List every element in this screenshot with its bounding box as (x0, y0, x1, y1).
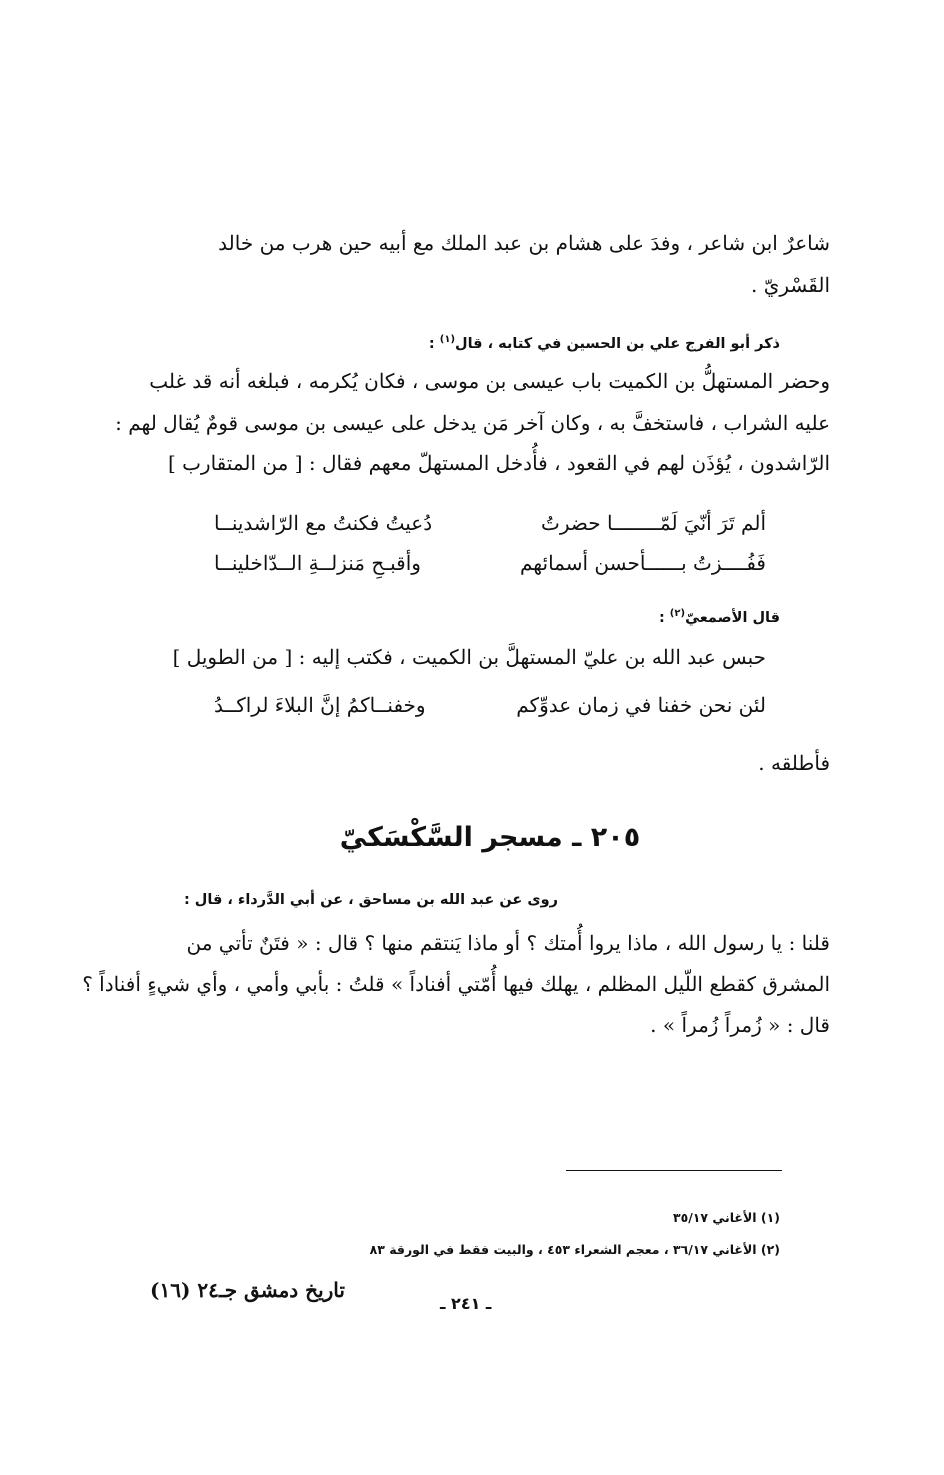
source-note-2 (659, 603, 780, 629)
verse3-left: وخفنــاكمُ إنَّ البلاءَ لراكــدُ (214, 693, 426, 717)
footnote-2: (٢) الأغاني ٣٦/١٧ ، معجم الشعراء ٤٥٣ ، والبيت فقط في الورقة ٨٣ (369, 1242, 780, 1257)
source-note-1 (429, 329, 780, 355)
para3: حبس عبد الله بن عليّ المستهلَّ بن الكميت ، فكتب إليه : [ من الطويل ] (172, 645, 766, 669)
source-note-1-colon: : (428, 335, 440, 352)
para2-line3: الرّاشدون ، يُؤذَن لهم في القعود ، فأُدخل المستهلّ معهم فقال : [ من المتقارب ] (167, 451, 830, 475)
page-number: ـ ٢٤١ ـ (440, 1294, 492, 1313)
para4-line1: قلنا : يا رسول الله ، ماذا يروا أُمتك ؟ أو ماذا يَنتقم منها ؟ قال : « فتَنٌ تأتي من (186, 931, 830, 955)
source-note-2-text: قال الأصمعيّ (685, 609, 780, 626)
para1-line2: القَسْريّ . (750, 273, 830, 297)
footnote-ref-1[interactable]: (١) (439, 334, 456, 345)
verse2-left: وأقبـحِ مَنزلــةِ الــدّاخلينــا (214, 551, 421, 575)
footnote-separator (566, 1170, 782, 1171)
footnote-1: (١) الأغاني ٣٥/١٧ (672, 1210, 780, 1225)
para4-line2: المشرق كقطع اللّيل المظلم ، يهلك فيها أُمّتي أفناداً » قلتُ : بأبي وأمي ، وأي شيءٍ أفناداً ؟ (82, 972, 830, 996)
para1-line1: شاعرٌ ابن شاعر ، وفدَ على هشام بن عبد الملك مع أبيه حين هرب من خالد (218, 231, 830, 255)
verse1-right: ألم تَرَ أنّيَ لَمّــــــــا حضرتُ (541, 511, 766, 535)
para2-line2: عليه الشراب ، فاستخفَّ به ، وكان آخر مَن يدخل على عيسى بن موسى قومٌ يُقال لهم : (115, 411, 830, 435)
verse3-right: لئن نحن خفنا في زمان عدوِّكم (516, 693, 766, 717)
source-note-1-text: ذكر أبو الفرج علي بن الحسين في كتابه ، قال (455, 335, 780, 352)
verse2-right: فَفُــــزتُ بــــــأحسن أسمائهم (519, 551, 766, 575)
book-title-footer: تاريخ دمشق جـ٢٤ (١٦) (150, 1278, 345, 1302)
section-heading: ٢٠٥ ـ مسجر السَّكْسَكيّ (339, 822, 641, 853)
para2-line1: وحضر المستهلُّ بن الكميت باب عيسى بن موسى ، فكان يُكرمه ، فبلغه أنه قد غلب (149, 369, 830, 393)
verse1-left: دُعيتُ فكنتُ مع الرّاشدينــا (214, 511, 433, 535)
source-note-3: روى عن عبد الله بن مساحق ، عن أبي الدَّرداء ، قال : (183, 892, 558, 908)
para4-line3: قال : « زُمراً زُمراً » . (650, 1013, 830, 1037)
source-note-2-colon: : (658, 609, 670, 626)
footnote-ref-2[interactable]: (٢) (669, 608, 686, 619)
release-line: فأطلقه . (758, 751, 830, 775)
